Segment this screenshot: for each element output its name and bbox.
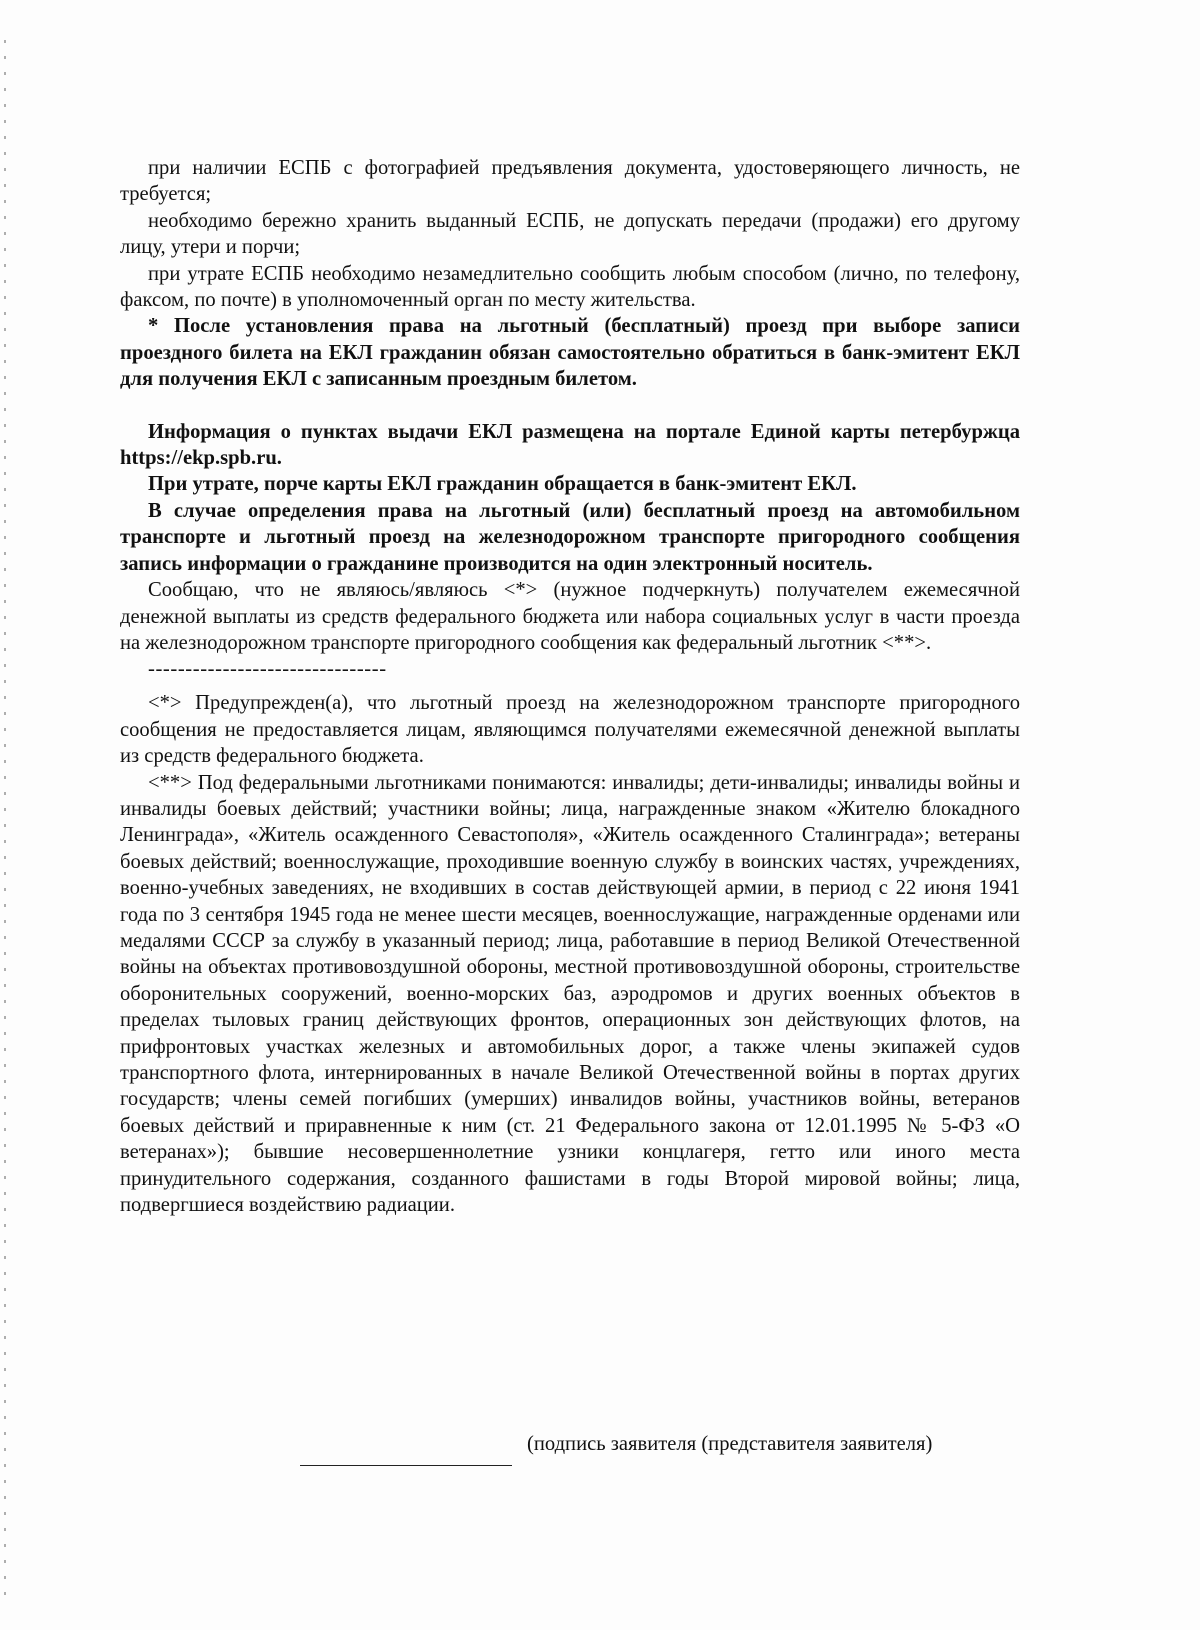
- paragraph-declaration: Сообщаю, что не являюсь/являюсь <*> (нужное подчеркнуть) получателем ежемесячной денежной выплаты из средств федерального бюджета или набора социальных услуг в части проезда на железнодорожном транспорте пригородного сообщения как федеральный льготник <**>.: [120, 579, 1020, 654]
- signature-line: [300, 1465, 512, 1466]
- paragraph-espb-loss: при утрате ЕСПБ необходимо незамедлительно сообщить любым способом (лично, по телефону, факсом, по почте) в уполномоченный орган по месту жительства.: [120, 262, 1020, 312]
- paragraph-espb-storage: необходимо бережно хранить выданный ЕСПБ, не допускать передачи (продажи) его другому лицу, утери и порчи;: [120, 209, 1020, 259]
- paragraph-ekl-notice: * После установления права на льготный (бесплатный) проезд при выборе записи проездного билета на ЕКЛ гражданин обязан самостоятельно обратиться в банк-эмитент ЕКЛ для получения ЕКЛ с записанным проездным билетом.: [120, 315, 1020, 391]
- spacer: [120, 393, 1020, 419]
- footnote-2: <**> Под федеральными льготниками понимаются: инвалиды; дети-инвалиды; инвалиды войны и инвалиды боевых действий; участники войны; лица, награжденные знаком «Жителю блокадного Ленинграда», «Житель осажденного Севастополя», «Житель осажденного Сталинграда»; ветераны боевых действий; военнослужащие, проходившие военную службу в воинских частях, учреждениях, военно-учебных заведениях, не входивших в состав действующей армии, в период с 22 июня 1941 года по 3 сентября 1945 года не менее шести месяцев, военнослужащие, награжденные орденами или медалями СССР за службу в указанный период; лица, работавшие в период Великой Отечественной войны на объектах противовоздушной обороны, местной противовоздушной обороны, строительстве оборонительных сооружений, военно-морских баз, аэродромов и других военных объектов в пределах тыловых границ действующих фронтов, операционных зон действующих флотов, на прифронтовых участках железных и автомобильных дорог, а также члены экипажей судов транспортного флота, интернированных в начале Великой Отечественной войны в портах других государств; члены семей погибших (умерших) инвалидов войны, участников войны, ветеранов боевых действий и приравненные к ним (ст. 21 Федерального закона от 12.01.1995 № 5-ФЗ «О ветеранах»); бывшие несовершеннолетние узники концлагеря, гетто или иного места принудительного содержания, созданного фашистами в годы Второй мировой войны; лица, подвергшиеся воздействию радиации.: [120, 771, 1020, 1217]
- signature-label: (подпись заявителя (представителя заявителя): [527, 1433, 933, 1455]
- scan-edge-artifact: [4, 40, 6, 1600]
- footnote-separator: --------------------------------: [148, 658, 387, 681]
- document-body: [120, 155, 1020, 1218]
- paragraph-single-carrier: В случае определения права на льготный (или) бесплатный проезд на автомобильном транспорте и льготный проезд на железнодорожном транспорте пригородного сообщения запись информации о гражданине производится на один электронный носитель.: [120, 499, 1020, 575]
- spacer: [120, 682, 1020, 690]
- paragraph-espb-photo: при наличии ЕСПБ с фотографией предъявления документа, удостоверяющего личность, не требуется;: [120, 157, 1020, 206]
- paragraph-ekl-portal: Информация о пунктах выдачи ЕКЛ размещена на портале Единой карты петербуржца https://ekp.spb.ru.: [120, 420, 1020, 470]
- signature-block: [300, 1433, 1020, 1483]
- footnote-1: <*> Предупрежден(а), что льготный проезд на железнодорожном транспорте пригородного сообщения не предоставляется лицам, являющимся получателями ежемесячной денежной выплаты из средств федерального бюджета.: [120, 692, 1020, 768]
- paragraph-ekl-damage: При утрате, порче карты ЕКЛ гражданин обращается в банк-эмитент ЕКЛ.: [148, 473, 857, 496]
